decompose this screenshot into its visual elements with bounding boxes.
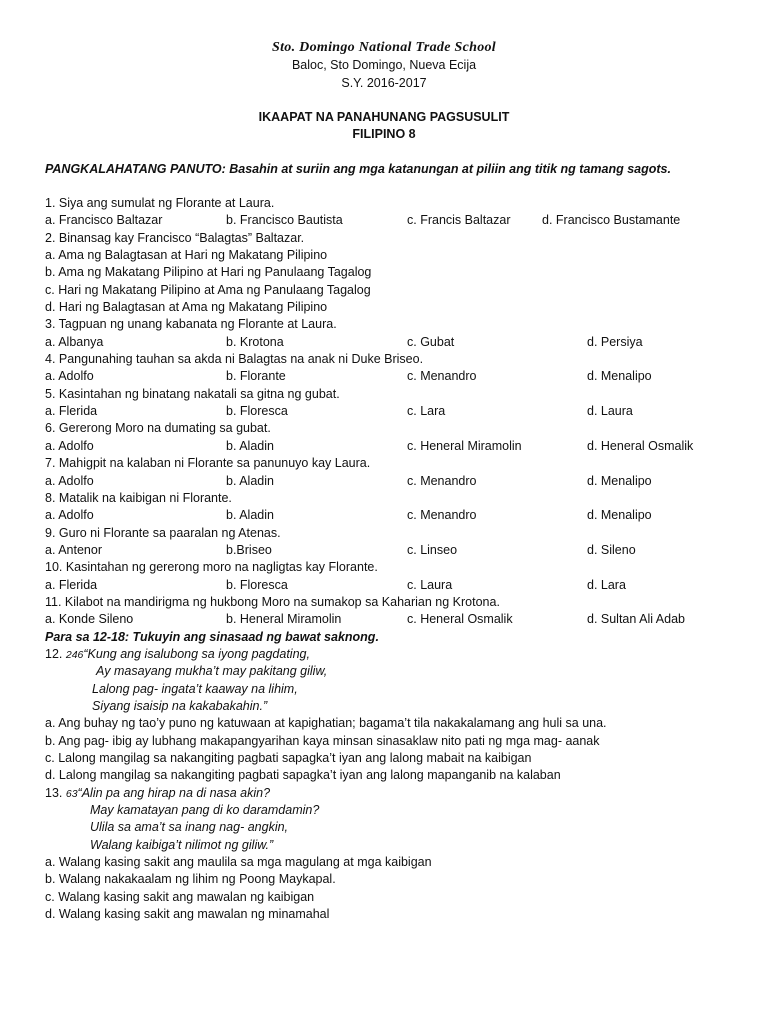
choice-c: c. Linseo (407, 542, 458, 557)
choice-a: a. Ama ng Balagtasan at Hari ng Makatang Pilipino (45, 248, 328, 263)
choice-c: c. Lalong mangilag sa nakangiting pagbati sapagka’t iyan ang lalong mabait na kaibigan (45, 751, 532, 765)
choice-b: b. Floresca (226, 577, 288, 592)
question-8-stem: 8. Matalik na kaibigan ni Florante. (45, 490, 232, 505)
choice-d: d. Walang kasing sakit ang mawalan ng minamahal (45, 907, 330, 922)
choice-b: b. Aladin (226, 473, 274, 488)
choice-b: b. Walang nakakaalam ng lihim ng Poong Maykapal. (45, 872, 336, 887)
section-heading: Para sa 12-18: Tukuyin ang sinasaad ng bawat saknong. (45, 629, 379, 644)
choice-b: b. Florante (226, 369, 286, 384)
choice-c: c. Menandro (407, 369, 477, 384)
choice-a: a. Antenor (45, 542, 102, 557)
choice-a: a. Flerida (45, 577, 98, 592)
choice-c: c. Hari ng Makatang Pilipino at Ama ng Panulaang Tagalog (45, 282, 371, 297)
question-10-stem: 10. Kasintahan ng gererong moro na nagligtas kay Florante. (45, 560, 378, 575)
choice-a: a. Adolfo (45, 473, 94, 488)
school-address: Baloc, Sto Domingo, Nueva Ecija (291, 58, 477, 72)
question-12-stanza-line-1 (45, 646, 735, 663)
stanza-line: Ulila sa ama’t sa inang nag- angkin, (90, 820, 289, 835)
stanza-number: 246 (65, 648, 84, 661)
choice-d: d. Sileno (587, 542, 636, 557)
stanza-line: Walang kaibiga’t nilimot ng giliw.” (90, 837, 274, 852)
question-number: 13. (45, 785, 66, 800)
choice-b: b. Aladin (226, 508, 274, 523)
question-11-stem: 11. Kilabot na mandirigma ng hukbong Moro na sumakop sa Kaharian ng Krotona. (45, 594, 500, 609)
choice-c: c. Gubat (407, 334, 455, 349)
question-5-choices (45, 403, 735, 420)
choice-b: b.Briseo (226, 542, 272, 557)
choice-d: d. Heneral Osmalik (587, 438, 694, 453)
choice-c: c. Lara (407, 404, 446, 419)
choice-c: c. Walang kasing sakit ang mawalan ng kaibigan (45, 889, 315, 904)
exam-questions (45, 195, 735, 923)
general-directions: PANGKALAHATANG PANUTO: Basahin at suriin ang mga katanungan at piliin ang titik ng tamang sagots. (45, 162, 671, 176)
stanza-line: May kamatayan pang di ko daramdamin? (90, 803, 320, 818)
choice-b: b. Francisco Bautista (226, 213, 343, 228)
choice-d: d. Laura (587, 404, 633, 419)
choice-a: a. Adolfo (45, 369, 94, 384)
choice-a: a. Adolfo (45, 438, 94, 453)
question-4-stem: 4. Pangunahing tauhan sa akda ni Balagtas na anak ni Duke Briseo. (45, 352, 424, 367)
question-11-choices (45, 611, 735, 628)
choice-b: b. Ang pag- ibig ay lubhang makapangyarihan kaya minsan sinasaklaw nito pati ng mga mag- aanak (45, 733, 600, 748)
choice-c: c. Menandro (407, 508, 477, 523)
question-4-choices (45, 368, 735, 385)
choice-b: b. Floresca (226, 404, 288, 419)
choice-d: d. Menalipo (587, 473, 652, 488)
question-2-stem: 2. Binansag kay Francisco “Balagtas” Baltazar. (45, 230, 305, 245)
choice-a: a. Ang buhay ng tao’y puno ng katuwaan at kapighatian; bagama’t tila nakakalamang ang huli sa una. (45, 716, 607, 731)
stanza-line: Lalong pag- ingata’t kaaway na lihim, (92, 681, 298, 696)
stanza-line: “Alin pa ang hirap na di nasa akin? (77, 785, 271, 800)
choice-a: a. Albanya (45, 334, 104, 349)
choice-b: b. Aladin (226, 438, 274, 453)
exam-subject: FILIPINO 8 (352, 127, 416, 141)
question-3-choices (45, 334, 735, 351)
choice-d: d. Menalipo (587, 508, 652, 523)
choice-d: d. Hari ng Balagtasan at Ama ng Makatang Pilipino (45, 300, 328, 315)
choice-b: b. Krotona (226, 334, 284, 349)
stanza-line: Ay masayang mukha’t may pakitang giliw, (96, 664, 328, 679)
choice-b: b. Heneral Miramolin (226, 612, 342, 627)
question-13-stanza-line-1 (45, 785, 735, 802)
question-5-stem: 5. Kasintahan ng binatang nakatali sa gitna ng gubat. (45, 386, 340, 401)
question-6-choices (45, 438, 735, 455)
school-name: Sto. Domingo National Trade School (272, 40, 496, 55)
stanza-line: “Kung ang isalubong sa iyong pagdating, (83, 646, 310, 661)
question-number: 12. (45, 646, 66, 661)
choice-c: c. Heneral Miramolin (407, 438, 522, 453)
question-6-stem: 6. Gererong Moro na dumating sa gubat. (45, 421, 271, 436)
question-3-stem: 3. Tagpuan ng unang kabanata ng Florante at Laura. (45, 317, 337, 332)
question-9-choices (45, 542, 735, 559)
choice-d: d. Menalipo (587, 369, 652, 384)
question-9-stem: 9. Guro ni Florante sa paaralan ng Atenas. (45, 525, 281, 540)
stanza-number: 63 (65, 787, 78, 800)
choice-c: c. Heneral Osmalik (407, 612, 513, 627)
exam-title: IKAAPAT NA PANAHUNANG PAGSUSULIT (258, 110, 510, 124)
choice-a: a. Adolfo (45, 508, 94, 523)
choice-c: c. Francis Baltazar (407, 213, 511, 228)
choice-c: c. Menandro (407, 473, 477, 488)
choice-a: a. Konde Sileno (45, 612, 134, 627)
choice-a: a. Francisco Baltazar (45, 213, 163, 228)
choice-c: c. Laura (407, 577, 453, 592)
choice-d: d. Sultan Ali Adab (587, 612, 685, 627)
school-year: S.Y. 2016-2017 (341, 76, 427, 90)
question-10-choices (45, 577, 735, 594)
question-8-choices (45, 507, 735, 524)
choice-d: d. Francisco Bustamante (542, 213, 681, 228)
choice-a: a. Flerida (45, 404, 98, 419)
choice-a: a. Walang kasing sakit ang maulila sa mga magulang at mga kaibigan (45, 855, 432, 870)
stanza-line: Siyang isaisip na kakabakahin.” (92, 698, 268, 713)
question-1-stem: 1. Siya ang sumulat ng Florante at Laura. (45, 196, 275, 210)
choice-d: d. Persiya (587, 334, 643, 349)
choice-d: d. Lalong mangilag sa nakangiting pagbati sapagka’t iyan ang lalong mapanganib na kalaban (45, 768, 561, 783)
choice-d: d. Lara (587, 577, 626, 592)
choice-b: b. Ama ng Makatang Pilipino at Hari ng Panulaang Tagalog (45, 265, 372, 280)
question-7-stem: 7. Mahigpit na kalaban ni Florante sa panunuyo kay Laura. (45, 456, 371, 471)
question-7-choices (45, 473, 735, 490)
question-1-choices (45, 212, 735, 229)
